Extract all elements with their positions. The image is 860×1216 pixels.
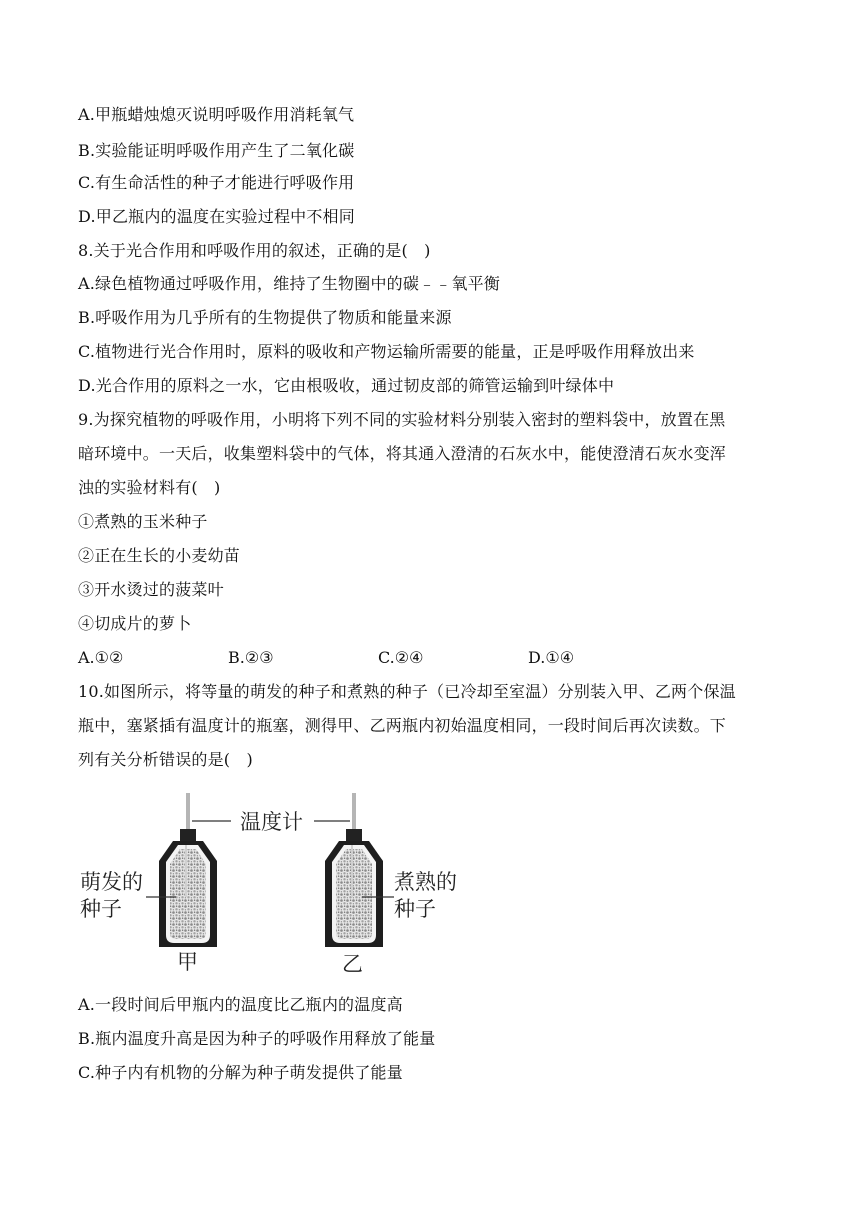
bottle-b	[325, 793, 383, 947]
q9-choice-b: B.②③	[228, 648, 274, 667]
q7-option-c: C.有生命活性的种子才能进行呼吸作用	[78, 173, 355, 192]
thermos-diagram	[76, 785, 476, 980]
q9-stem-line-3: 浊的实验材料有( )	[78, 478, 221, 497]
germinating-label-2: 种子	[80, 897, 122, 921]
q9-item-3: ③开水烫过的菠菜叶	[78, 580, 224, 599]
thermometer-label: 温度计	[240, 810, 303, 834]
q8-option-d: D.光合作用的原料之一水，它由根吸收，通过韧皮部的筛管运输到叶绿体中	[78, 376, 615, 395]
q10-option-a: A.一段时间后甲瓶内的温度比乙瓶内的温度高	[78, 995, 403, 1014]
q9-choice-d: D.①④	[528, 648, 575, 667]
q9-item-4: ④切成片的萝卜	[78, 614, 192, 633]
bottle-a-label: 甲	[177, 950, 198, 974]
q9-choice-a: A.①②	[78, 648, 124, 667]
stopper-b	[346, 829, 362, 841]
q10-option-c: C.种子内有机物的分解为种子萌发提供了能量	[78, 1063, 403, 1082]
boiled-label-2: 种子	[394, 897, 436, 921]
q10-stem-line-2: 瓶中，塞紧插有温度计的瓶塞，测得甲、乙两瓶内初始温度相同，一段时间后再次读数。下	[78, 716, 727, 735]
germinating-label-1: 萌发的	[80, 870, 143, 894]
germinating-seeds	[170, 849, 206, 939]
q9-item-2: ②正在生长的小麦幼苗	[78, 546, 241, 565]
stopper-a	[180, 829, 196, 841]
bottle-a	[159, 793, 217, 947]
bottle-b-label: 乙	[342, 952, 363, 976]
q10-stem-line-1: 10.如图所示，将等量的萌发的种子和煮熟的种子（已冷却至室温）分别装入甲、乙两个保温	[78, 682, 736, 701]
boiled-label-1: 煮熟的	[394, 870, 457, 894]
q8-option-a: A.绿色植物通过呼吸作用，维持了生物圈中的碳﹣﹣氧平衡	[78, 274, 501, 293]
q9-item-1: ①煮熟的玉米种子	[78, 512, 208, 531]
thermos-figure	[76, 785, 476, 980]
q9-choice-c: C.②④	[378, 648, 424, 667]
q10-option-b: B.瓶内温度升高是因为种子的呼吸作用释放了能量	[78, 1029, 436, 1048]
boiled-seeds	[336, 849, 372, 939]
q7-option-d: D.甲乙瓶内的温度在实验过程中不相同	[78, 207, 355, 226]
q7-option-a: A.甲瓶蜡烛熄灭说明呼吸作用消耗氧气	[78, 105, 355, 124]
q9-stem-line-2: 暗环境中。一天后，收集塑料袋中的气体，将其通入澄清的石灰水中，能使澄清石灰水变浑	[78, 444, 727, 463]
q8-stem: 8.关于光合作用和呼吸作用的叙述，正确的是( )	[78, 241, 431, 260]
q8-option-b: B.呼吸作用为几乎所有的生物提供了物质和能量来源	[78, 308, 452, 327]
q7-option-b: B.实验能证明呼吸作用产生了二氧化碳	[78, 141, 355, 160]
q10-stem-line-3: 列有关分析错误的是( )	[78, 750, 253, 769]
q9-stem-line-1: 9.为探究植物的呼吸作用，小明将下列不同的实验材料分别装入密封的塑料袋中，放置在黑	[78, 410, 726, 429]
q8-option-c: C.植物进行光合作用时，原料的吸收和产物运输所需要的能量，正是呼吸作用释放出来	[78, 342, 695, 361]
